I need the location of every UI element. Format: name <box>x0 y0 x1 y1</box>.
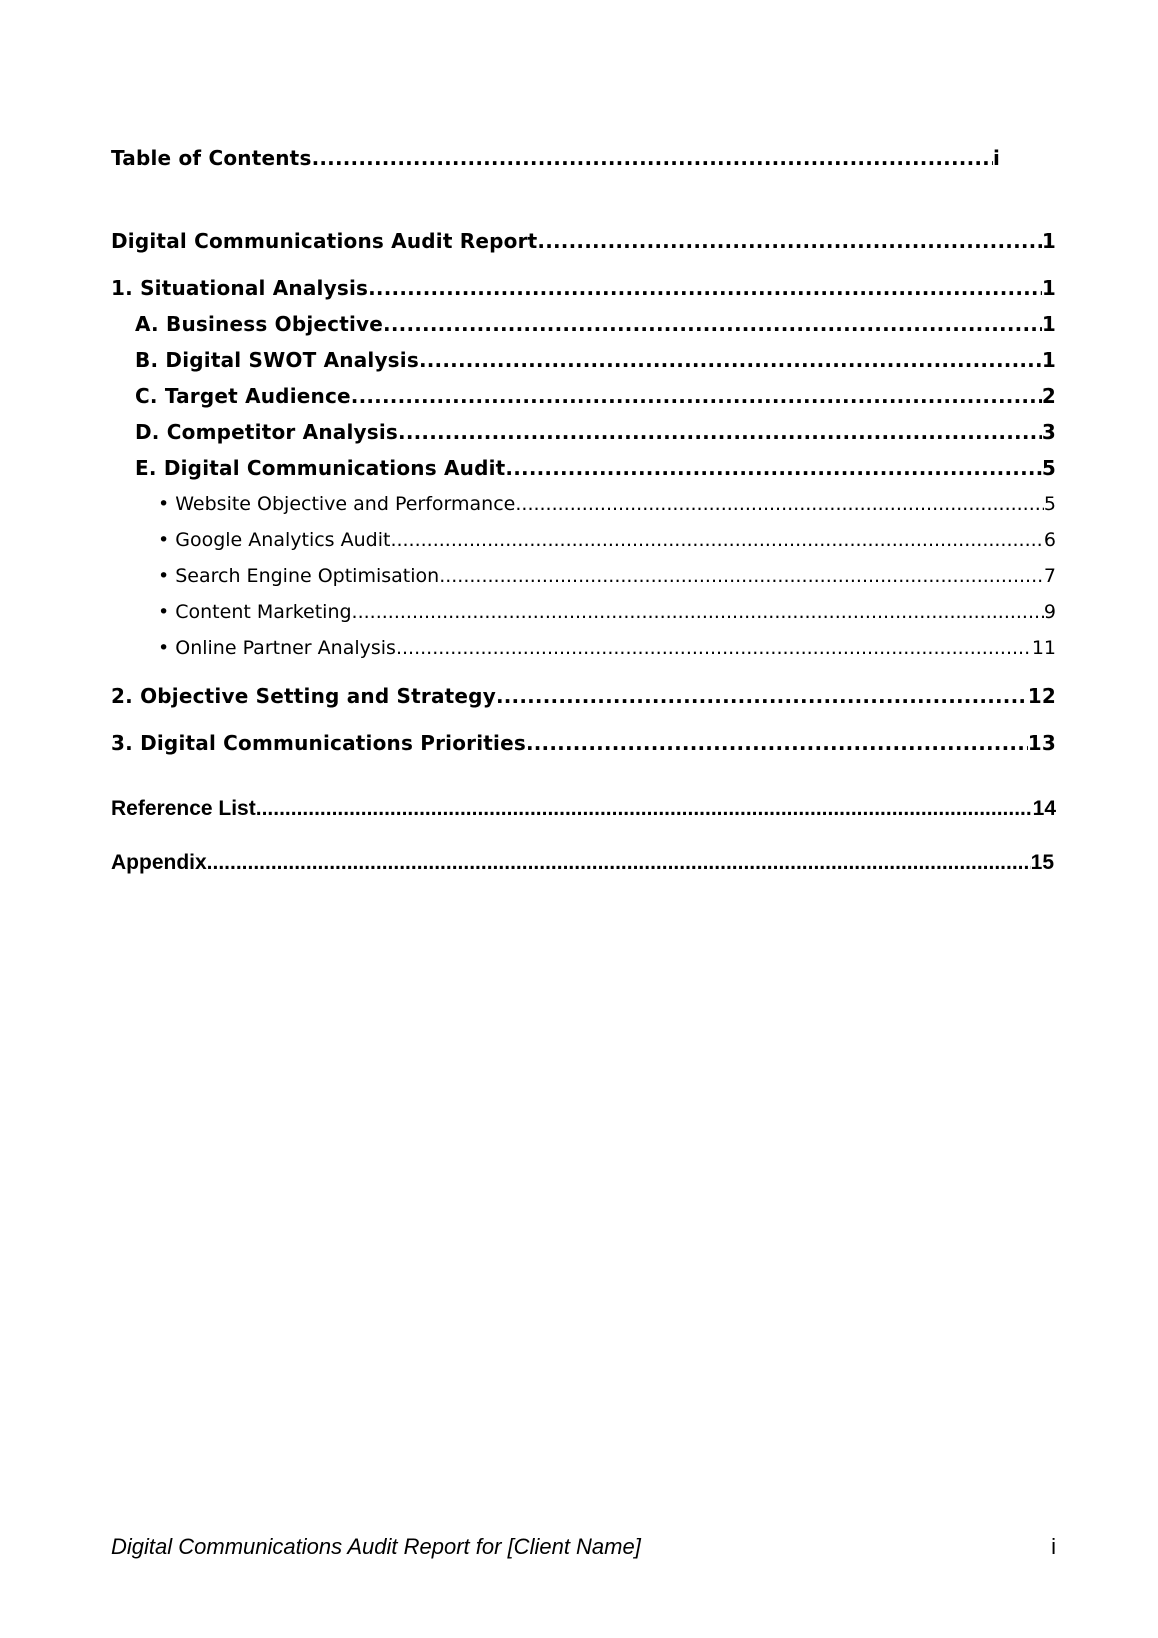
toc-entry-label: C. Target Audience <box>135 384 351 408</box>
toc-entry-objective-setting[interactable] <box>111 684 1056 708</box>
toc-entry-website-objective[interactable] <box>158 493 1056 515</box>
page-footer <box>111 1534 1056 1564</box>
toc-entry-digital-communications-audit[interactable] <box>135 456 1056 480</box>
toc-heading-label: Table of Contents <box>111 146 312 170</box>
toc-entry-page: 2 <box>1041 384 1056 408</box>
dot-leader <box>352 601 1044 623</box>
toc-entry-label: • Search Engine Optimisation <box>158 565 440 587</box>
dot-leader <box>390 529 1043 551</box>
toc-entry-page: 1 <box>1041 348 1056 372</box>
toc-entry-page: 6 <box>1043 529 1056 551</box>
toc-entry-label: E. Digital Communications Audit <box>135 456 506 480</box>
toc-entry-page: 1 <box>1041 312 1056 336</box>
toc-entry-page: 9 <box>1043 601 1056 623</box>
toc-entry-page: 11 <box>1031 637 1056 659</box>
toc-entry-label: Digital Communications Audit Report <box>111 229 538 253</box>
dot-leader <box>537 229 1041 253</box>
toc-entry-label: 3. Digital Communications Priorities <box>111 731 526 755</box>
toc-entry-label: Appendix <box>111 851 207 874</box>
toc-entry-report-title[interactable] <box>111 229 1056 253</box>
dot-leader <box>351 384 1042 408</box>
dot-leader <box>419 348 1042 372</box>
toc-entry-label: D. Competitor Analysis <box>135 420 399 444</box>
toc-entry-label: • Google Analytics Audit <box>158 529 391 551</box>
toc-entry-page: 1 <box>1041 229 1056 253</box>
toc-entry-page: 7 <box>1043 565 1056 587</box>
toc-entry-label: 2. Objective Setting and Strategy <box>111 684 496 708</box>
dot-leader <box>505 456 1041 480</box>
toc-entry-competitor-analysis[interactable] <box>135 420 1056 444</box>
dot-leader <box>368 276 1042 300</box>
toc-entry-digital-swot-analysis[interactable] <box>135 348 1056 372</box>
toc-entry-reference-list[interactable] <box>111 797 1056 821</box>
toc-entry-google-analytics-audit[interactable] <box>158 529 1056 551</box>
toc-entry-content-marketing[interactable] <box>158 601 1056 623</box>
dot-leader <box>396 637 1032 659</box>
dot-leader <box>398 420 1042 444</box>
toc-entry-search-engine-optimisation[interactable] <box>158 565 1056 587</box>
toc-entry-page: 13 <box>1027 731 1056 755</box>
toc-entry-target-audience[interactable] <box>135 384 1056 408</box>
footer-title: Digital Communications Audit Report for [Client Name] <box>111 1534 641 1559</box>
footer-page-number: i <box>1051 1534 1056 1559</box>
toc-entry-communications-priorities[interactable] <box>111 731 1056 755</box>
toc-entry-page: 5 <box>1041 456 1056 480</box>
toc-entry-label: 1. Situational Analysis <box>111 276 369 300</box>
dot-leader <box>312 146 993 170</box>
toc-entry-label: • Website Objective and Performance <box>158 493 516 515</box>
toc-entry-page: 15 <box>1030 851 1054 874</box>
toc-entry-situational-analysis[interactable] <box>111 276 1056 300</box>
toc-entry-page: 3 <box>1041 420 1056 444</box>
toc-entry-page: 1 <box>1041 276 1056 300</box>
toc-entry-label: • Content Marketing <box>158 601 352 623</box>
dot-leader <box>526 731 1028 755</box>
toc-entry-online-partner-analysis[interactable] <box>158 637 1056 659</box>
dot-leader <box>383 312 1042 336</box>
dot-leader <box>496 684 1028 708</box>
toc-entry-label: Reference List <box>111 797 256 820</box>
toc-entry-page: 12 <box>1027 684 1056 708</box>
toc-entry-label: A. Business Objective <box>135 312 384 336</box>
dot-leader <box>439 565 1044 587</box>
dot-leader <box>515 493 1044 515</box>
toc-entry-business-objective[interactable] <box>135 312 1056 336</box>
toc-entry-page: 14 <box>1032 797 1056 820</box>
dot-leader <box>256 797 1033 821</box>
toc-entry-label: B. Digital SWOT Analysis <box>135 348 419 372</box>
toc-heading[interactable] <box>111 146 1000 170</box>
toc-heading-page: i <box>992 146 1000 170</box>
toc-entry-label: • Online Partner Analysis <box>158 637 396 659</box>
toc-entry-page: 5 <box>1043 493 1056 515</box>
dot-leader <box>207 851 1031 875</box>
toc-entry-appendix[interactable] <box>111 851 1054 875</box>
